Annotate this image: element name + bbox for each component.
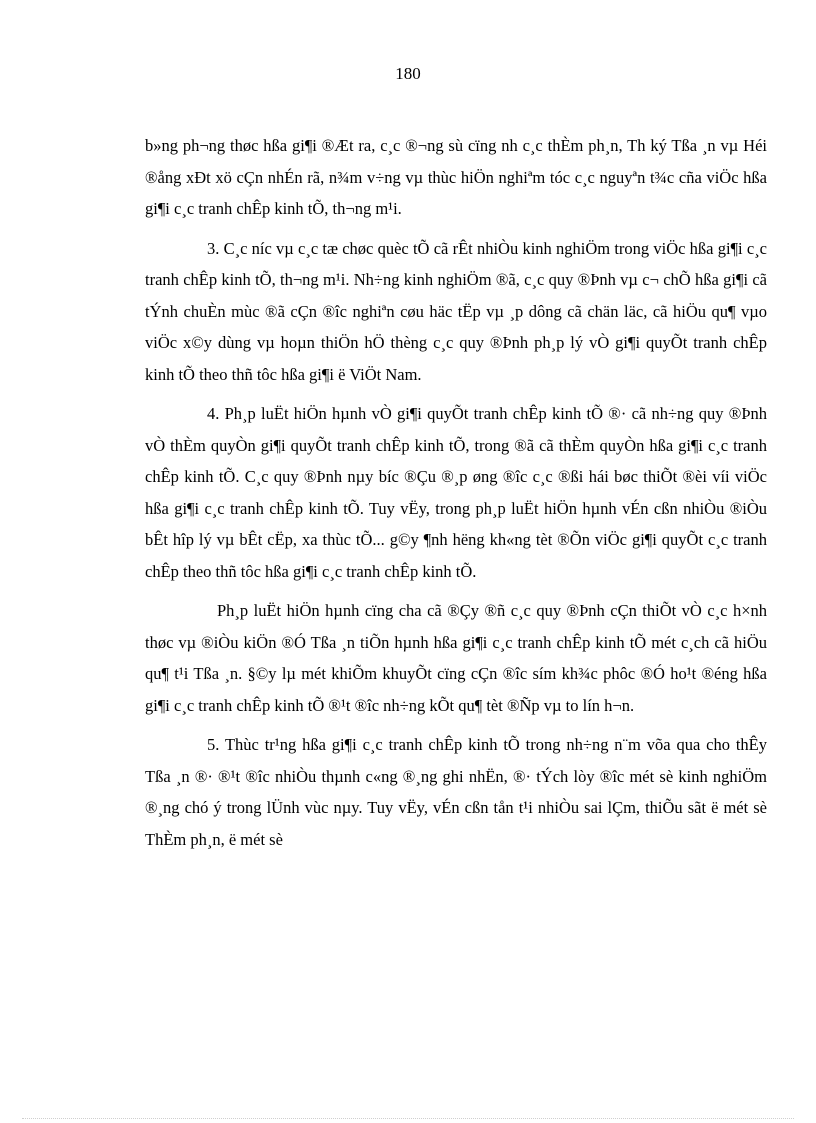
paragraph-5: 5. Thùc tr¹ng hßa gi¶i c¸c tranh chÊp kinh tÕ trong nh÷ng n¨m võa qua cho thÊy Tßa ¸n ®· ®¹t ®îc nhiÒu thµnh c«ng ®¸ng ghi nhËn, ®· tÝch lòy ®îc mét sè kinh nghiÖm ®¸ng chó ý trong lÜnh vùc nµy. Tuy vËy, vÉn cßn tån t¹i nhiÒu sai lÇm, thiÕu sãt ë mét sè ThÈm ph¸n, ë mét sè — [145, 735, 767, 849]
paragraph-4: 4. Ph¸p luËt hiÖn hµnh vÒ gi¶i quyÕt tranh chÊp kinh tÕ ®· cã nh÷ng quy ®Þnh vÒ thÈm quyÒn gi¶i quyÕt tranh chÊp kinh tÕ, trong ®ã cã thÈm quyÒn hßa gi¶i c¸c tranh chÊp kinh tÕ. C¸c quy ®Þnh nµy bíc ®Çu ®¸p øng ®îc c¸c ®ßi hái bøc thiÕt ®èi víi viÖc hßa gi¶i c¸c tranh chÊp kinh tÕ. Tuy vËy, trong ph¸p luËt hiÖn hµnh vÉn cßn nhiÒu ®iÒu bÊt hîp lý vµ bÊt cËp, xa thùc tÕ... g©y ¶nh hëng kh«ng tèt ®Õn viÖc gi¶i quyÕt c¸c tranh chÊp theo thñ tôc hßa gi¶i c¸c tranh chÊp kinh tÕ. — [145, 404, 767, 581]
document-body — [145, 130, 767, 863]
paragraph-continuation: b»ng ph¬ng thøc hßa gi¶i ®Æt ra, c¸c ®¬ng sù cïng nh c¸c thÈm ph¸n, Th ký Tßa ¸n vµ Héi ®ång xÐt xö cÇn nhÉn rã, n¾m v÷ng vµ thùc hiÖn nghiªm tóc c¸c nguyªn t¾c cña viÖc hßa gi¶i c¸c tranh chÊp kinh tÕ, th¬ng m¹i. — [145, 136, 767, 218]
paragraph-4-continued: Ph¸p luËt hiÖn hµnh cïng cha cã ®Çy ®ñ c¸c quy ®Þnh cÇn thiÕt vÒ c¸c h×nh thøc vµ ®iÒu kiÖn ®Ó Tßa ¸n tiÕn hµnh hßa gi¶i c¸c tranh chÊp kinh tÕ mét c¸ch cã hiÖu qu¶ t¹i Tßa ¸n. §©y lµ mét khiÕm khuyÕt cïng cÇn ®îc sím kh¾c phôc ®Ó ho¹t ®éng hßa gi¶i c¸c tranh chÊp kinh tÕ ®¹t ®îc nh÷ng kÕt qu¶ tèt ®Ñp vµ to lín h¬n. — [145, 601, 767, 715]
page-number: 180 — [395, 64, 421, 83]
paragraph-3: 3. C¸c níc vµ c¸c tæ chøc quèc tÕ cã rÊt nhiÒu kinh nghiÖm trong viÖc hßa gi¶i c¸c tranh chÊp kinh tÕ, th¬ng m¹i. Nh÷ng kinh nghiÖm ®ã, c¸c quy ®Þnh vµ c¬ chÕ hßa gi¶i cã tÝnh chuÈn mùc ®ã cÇn ®îc nghiªn cøu häc tËp vµ ¸p dông cã chän läc, cã hiÖu qu¶ vµo viÖc x©y dùng vµ hoµn thiÖn hÖ thèng c¸c quy ®Þnh ph¸p lý vÒ gi¶i quyÕt tranh chÊp kinh tÕ theo thñ tôc hßa gi¶i ë ViÖt Nam. — [145, 238, 767, 384]
page-bottom-divider — [22, 1118, 794, 1119]
